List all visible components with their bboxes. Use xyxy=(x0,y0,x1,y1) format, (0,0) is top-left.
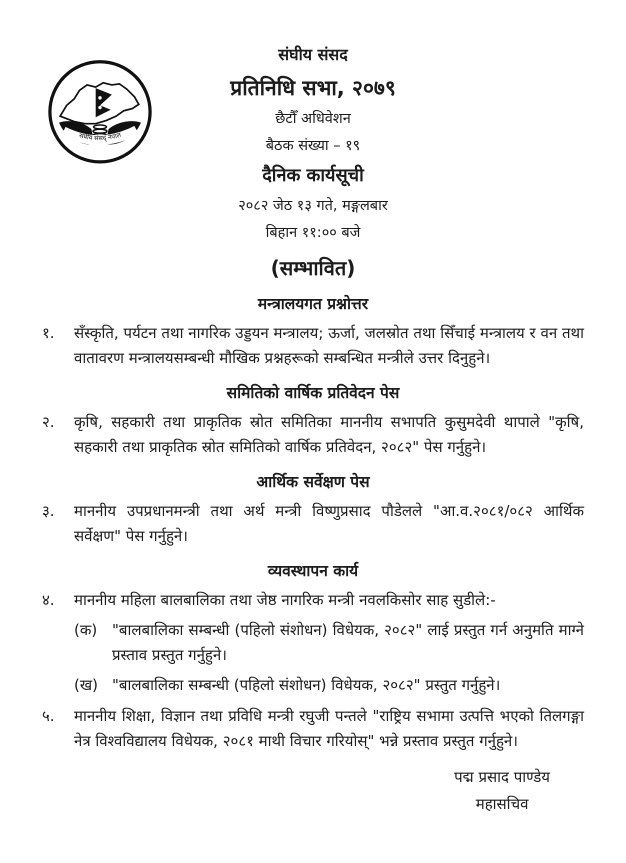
section-heading-economic-survey: आर्थिक सर्वेक्षण पेस xyxy=(256,473,370,491)
item-text: माननीय शिक्षा, विज्ञान तथा प्रविधि मन्त्री रघुजी पन्तले "राष्ट्रिय सभामा उत्पत्ति भएको तिलगङ्गा नेत्र विश्वविद्यालय विधेयक, २०८१ माथी विचार गरियोस्" भन्ने प्रस्ताव प्रस्तुत गर्नुहुने। xyxy=(74,707,584,750)
section-heading-committee-report: समितिको वार्षिक प्रतिवेदन पेस xyxy=(226,384,400,402)
item-number: २. xyxy=(42,413,55,431)
item-text: माननीय महिला बालबालिका तथा जेष्ठ नागरिक मन्त्री नवलकिसोर साह सुडीले:- xyxy=(74,591,496,609)
item-number: ५. xyxy=(42,707,55,725)
section-heading-ministry-qna: मन्त्रालयगत प्रश्नोत्तर xyxy=(257,295,369,313)
tentative-label: (सम्भावित) xyxy=(270,256,356,280)
item-text: माननीय उपप्रधानमन्त्री तथा अर्थ मन्त्री विष्णुप्रसाद पौडेलले "आ.व.२०८१/०८२ आर्थिक सर्वेक्षण" पेस गर्नुहुने। xyxy=(74,502,584,545)
parliament-emblem-icon xyxy=(46,58,154,170)
page-title: दैनिक कार्यसूची xyxy=(262,165,364,186)
meeting-date: २०८२ जेठ १३ गते, मङ्गलबार xyxy=(238,198,388,214)
agenda-item-5 xyxy=(42,704,584,754)
signatory-title: महासचिव xyxy=(475,795,529,813)
item-number: ४. xyxy=(42,591,55,609)
emblem-banner-text: संघीय संसद् नेपाल xyxy=(78,130,122,143)
meeting-number: बैठक संख्या – १९ xyxy=(265,138,361,154)
agenda-subitem-kha xyxy=(74,673,584,698)
subitem-label: (ख) xyxy=(74,676,98,694)
agenda-item-4 xyxy=(42,588,584,613)
agenda-subitem-ka xyxy=(74,618,584,668)
signatory-name: पद्म प्रसाद पाण्डेय xyxy=(454,768,550,786)
parliament-name: संघीय संसद xyxy=(278,45,348,64)
agenda-item-3 xyxy=(42,499,584,549)
item-number: १. xyxy=(42,324,55,342)
subitem-label: (क) xyxy=(74,621,98,639)
subitem-text: "बालबालिका सम्बन्धी (पहिलो संशोधन) विधेयक, २०८२" प्रस्तुत गर्नुहुने। xyxy=(112,676,501,694)
meeting-time: बिहान ११:०० बजे xyxy=(265,225,361,241)
subitem-text: "बालबालिका सम्बन्धी (पहिलो संशोधन) विधेयक, २०८२" लाई प्रस्तुत गर्न अनुमति माग्ने प्रस्ताव प्रस्तुत गर्नुहुने। xyxy=(112,621,584,664)
signature-block xyxy=(42,766,584,815)
agenda-item-2 xyxy=(42,410,584,460)
item-text: कृषि, सहकारी तथा प्राकृतिक स्रोत समितिका माननीय सभापति कुसुमदेवी थापाले "कृषि, सहकारी तथा प्राकृतिक स्रोत समितिको वार्षिक प्रतिवेदन, २०८२" पेस गर्नुहुने। xyxy=(74,413,584,456)
house-title: प्रतिनिधि सभा, २०७९ xyxy=(230,76,396,100)
agenda-item-1 xyxy=(42,321,584,371)
session-label: छैटौँ अधिवेशन xyxy=(275,111,351,127)
item-number: ३. xyxy=(42,502,55,520)
item-text: सँस्कृति, पर्यटन तथा नागरिक उड्डयन मन्त्रालय; ऊर्जा, जलस्रोत तथा सिँचाई मन्त्रालय र वन तथा वातावरण मन्त्रालयसम्बन्धी मौखिक प्रश्नहरूको सम्बन्धित मन्त्रीले उत्तर दिनुहुने। xyxy=(74,324,584,367)
section-heading-legislative-business: व्यवस्थापन कार्य xyxy=(267,562,359,580)
